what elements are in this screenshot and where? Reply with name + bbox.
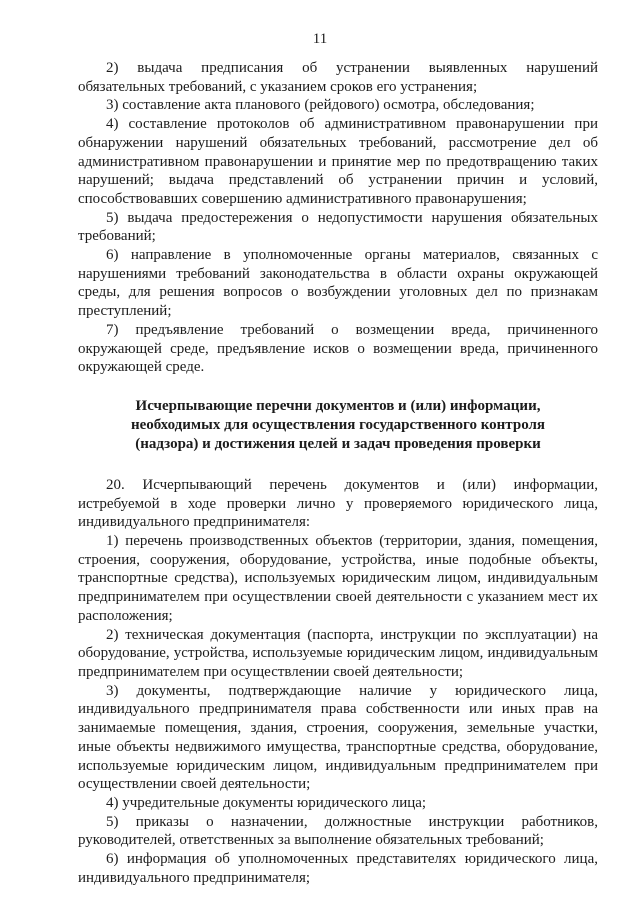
list-item: 5) приказы о назначении, должностные инструкции работников, руководителей, ответственных за выполнение обязательных требований; <box>78 813 598 849</box>
list-item: 5) выдача предостережения о недопустимости нарушения обязательных требований; <box>78 209 598 245</box>
list-item: 6) направление в уполномоченные органы материалов, связанных с нарушениями требований законодательства в области охраны окружающей среды, для решения вопросов о возбуждении уголовных дел по признакам преступлений; <box>78 247 598 320</box>
document-body <box>78 59 598 887</box>
list-item: 2) техническая документация (паспорта, инструкции по эксплуатации) на оборудование, устройства, используемые юридическим лицом, индивидуальным предпринимателем при осуществлении своей деятельности; <box>78 626 598 680</box>
list-item: 3) документы, подтверждающие наличие у юридического лица, индивидуального предпринимателя права собственности или иных прав на занимаемые помещения, здания, строения, сооружения, земельные участки, иные объекты недвижимого имущества, транспортные средства, оборудование, используемые юридическим лицом, индивидуальным предпринимателем при осуществлении своей деятельности; <box>78 682 598 793</box>
list-item: 2) выдача предписания об устранении выявленных нарушений обязательных требований, с указанием сроков его устранения; <box>78 60 598 95</box>
section-heading-line: необходимых для осуществления государственного контроля <box>130 416 546 433</box>
page-number: 11 <box>312 31 328 47</box>
list-item: 4) составление протоколов об административном правонарушении при обнаружении нарушений обязательных требований, рассмотрение дел об административном правонарушении и принятие мер по предотвращению таких нарушений; выдача представлений об устранении причин и условий, способствовавших совершению административного правонарушения; <box>78 116 598 207</box>
section-body <box>78 476 598 887</box>
clause-paragraph: 20. Исчерпывающий перечень документов и (или) информации, истребуемой в ходе проверки лично у проверяемого юридического лица, индивидуального предпринимателя: <box>78 476 598 531</box>
list-item: 3) составление акта планового (рейдового) осмотра, обследования; <box>106 97 535 114</box>
enforcement-measures-list <box>78 59 598 377</box>
section-heading-line: Исчерпывающие перечни документов и (или) информации, <box>135 397 541 414</box>
list-item: 7) предъявление требований о возмещении вреда, причиненного окружающей среде, предъявление исков о возмещении вреда, причиненного окружающей среде. <box>78 321 598 376</box>
section-heading <box>78 397 598 454</box>
section-heading-line: (надзора) и достижения целей и задач проведения проверки <box>135 435 541 452</box>
list-item: 1) перечень производственных объектов (территории, здания, помещения, строения, сооружения, оборудование, устройства, иные подобные объекты, транспортные средства), используемых юридическим лицом, индивидуальным предпринимателем при осуществлении своей деятельности с указанием мест их расположения; <box>78 533 598 624</box>
list-item: 4) учредительные документы юридического лица; <box>106 794 427 811</box>
list-item: 6) информация об уполномоченных представителях юридического лица, индивидуального предпринимателя; <box>78 851 598 886</box>
